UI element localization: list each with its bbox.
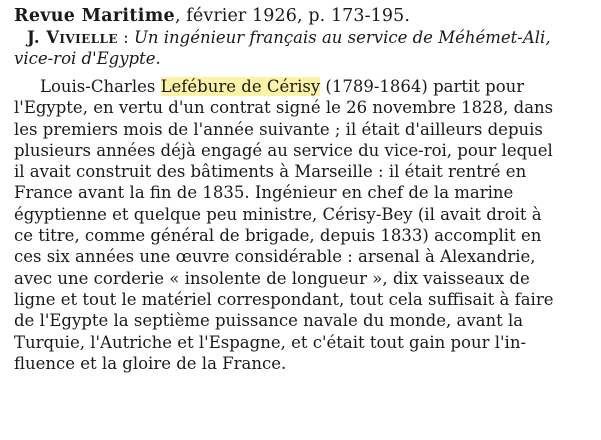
body-line: égyptienne et quelque peu ministre, Cérisy-Bey (il avait droit à bbox=[14, 204, 542, 224]
article-title-line1: Un ingénieur français au service de Méhémet-Ali, bbox=[133, 28, 551, 47]
journal-name: Revue Maritime bbox=[14, 6, 175, 26]
body-line: avec une corderie « insolente de longueur », dix vaisseaux de bbox=[14, 268, 530, 288]
body-line: plusieurs années déjà engagé au service du vice-roi, pour lequel bbox=[14, 140, 553, 160]
body-line: ligne et tout le matériel correspondant, tout cela suffisait à faire bbox=[14, 289, 554, 309]
body-line1-pre: Louis-Charles bbox=[40, 77, 161, 96]
body-line: France avant la fin de 1835. Ingénieur en chef de la marine bbox=[14, 183, 514, 203]
body-paragraph bbox=[14, 76, 593, 374]
author-separator: : bbox=[117, 28, 134, 47]
article-reference bbox=[14, 27, 593, 48]
body-line: les premiers mois de l'année suivante ; il était d'ailleurs depuis bbox=[14, 119, 543, 139]
article-title-line2: vice-roi d'Egypte. bbox=[14, 49, 161, 68]
article-author: J. Vivielle bbox=[27, 28, 118, 47]
body-line: l'Egypte, en vertu d'un contrat signé le 26 novembre 1828, dans bbox=[14, 98, 554, 118]
citation-header bbox=[14, 6, 593, 27]
body-line-1 bbox=[14, 76, 593, 97]
body-line1-post: (1789-1864) partit pour bbox=[320, 77, 525, 96]
body-line: Turquie, l'Autriche et l'Espagne, et c'était tout gain pour l'in- bbox=[14, 332, 527, 352]
citation-details: , février 1926, p. 173-195. bbox=[174, 6, 411, 26]
body-line: ces six années une œuvre considérable : arsenal à Alexandrie, bbox=[14, 247, 536, 267]
highlighted-name: Lefébure de Cérisy bbox=[160, 77, 321, 96]
body-line: ce titre, comme général de brigade, depuis 1833) accomplit en bbox=[14, 226, 542, 246]
body-line: de l'Egypte la septième puissance navale du monde, avant la bbox=[14, 311, 524, 331]
body-line: il avait construit des bâtiments à Marseille : il était rentré en bbox=[14, 162, 527, 182]
body-line: fluence et la gloire de la France. bbox=[14, 353, 287, 373]
